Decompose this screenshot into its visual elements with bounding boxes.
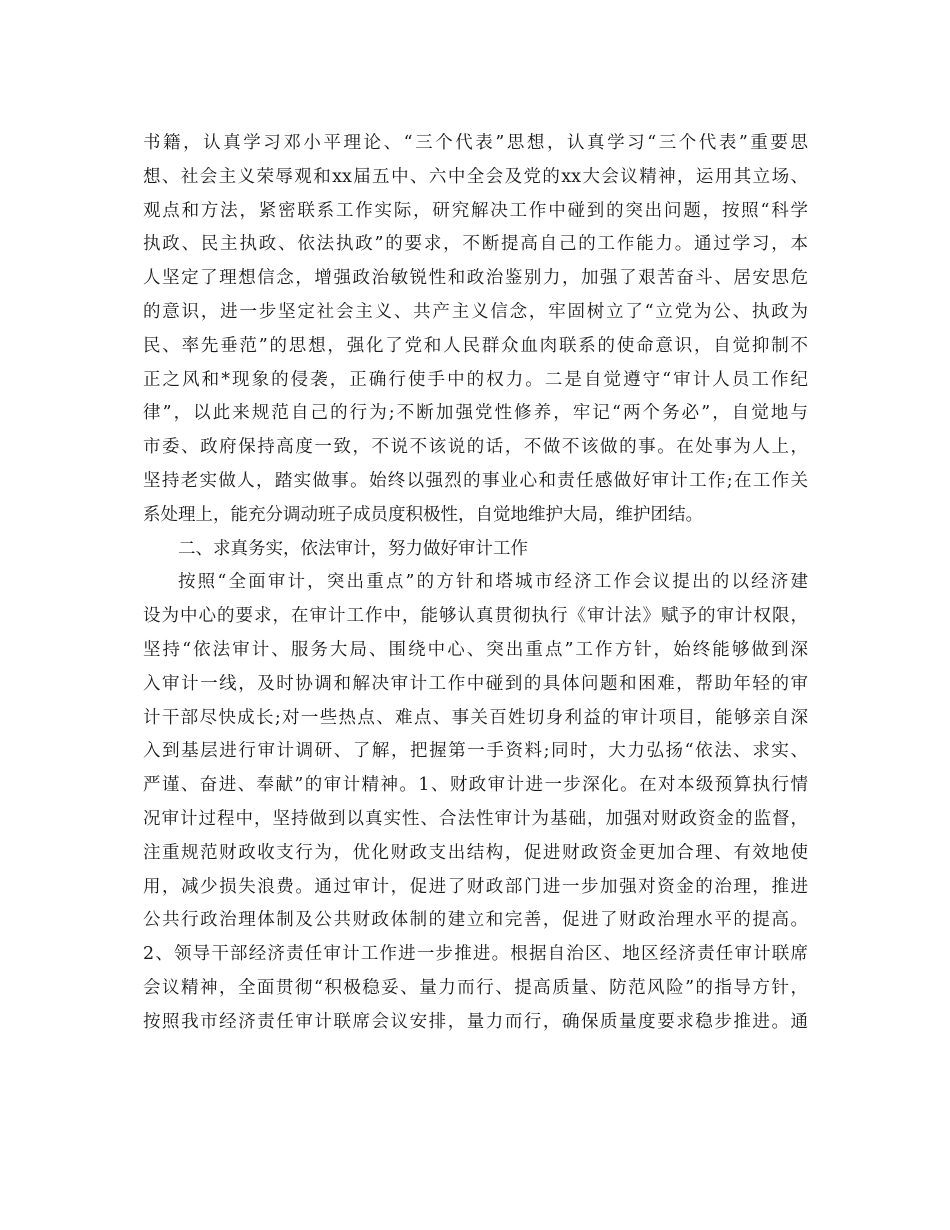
section-heading: 二、求真务实，依法审计，努力做好审计工作 <box>178 538 528 559</box>
text-line: 的意识，进一步坚定社会主义、共产主义信念，牢固树立了“立党为公、执政为 <box>143 301 808 322</box>
text-line: 律”，以此来规范自己的行为;不断加强党性修养，牢记“两个务必”，自觉地与 <box>143 403 808 424</box>
text-line: 公共行政治理体制及公共财政体制的建立和完善，促进了财政治理水平的提高。 <box>143 910 808 931</box>
text-line: 系处理上，能充分调动班子成员度积极性，自觉地维护大局，维护团结。 <box>143 504 703 525</box>
text-line: 用，减少损失浪费。通过审计，促进了财政部门进一步加强对资金的治理，推进 <box>143 876 808 897</box>
text-line: 坚持“依法审计、服务大局、围绕中心、突出重点”工作方针，始终能够做到深 <box>143 639 808 660</box>
text-line: 严谨、奋进、奉献”的审计精神。1、财政审计进一步深化。在对本级预算执行情 <box>143 775 808 796</box>
text-line: 设为中心的要求，在审计工作中，能够认真贯彻执行《审计法》赋予的审计权限， <box>143 606 808 627</box>
text-line: 按照“全面审计，突出重点”的方针和塔城市经济工作会议提出的以经济建 <box>178 572 808 593</box>
text-line: 入到基层进行审计调研、了解，把握第一手资料;同时，大力弘扬“依法、求实、 <box>143 741 808 762</box>
text-line: 注重规范财政收支行为，优化财政支出结构，促进财政资金更加合理、有效地使 <box>143 842 808 863</box>
text-line: 计干部尽快成长;对一些热点、难点、事关百姓切身利益的审计项目，能够亲自深 <box>143 707 808 728</box>
text-line: 执政、民主执政、依法执政”的要求，不断提高自己的工作能力。通过学习，本 <box>143 234 808 255</box>
text-line: 会议精神，全面贯彻“积极稳妥、量力而行、提高质量、防范风险”的指导方针， <box>143 977 808 998</box>
text-line: 正之风和*现象的侵袭，正确行使手中的权力。二是自觉遵守“审计人员工作纪 <box>143 369 808 390</box>
text-line: 人坚定了理想信念，增强政治敏锐性和政治鉴别力，加强了艰苦奋斗、居安思危 <box>143 268 808 289</box>
text-line: 市委、政府保持高度一致，不说不该说的话，不做不该做的事。在处事为人上， <box>143 437 808 458</box>
text-line: 坚持老实做人，踏实做事。始终以强烈的事业心和责任感做好审计工作;在工作关 <box>143 470 808 491</box>
body-text <box>143 127 808 1040</box>
text-line: 按照我市经济责任审计联席会议安排，量力而行，确保质量度要求稳步推进。通 <box>143 1011 808 1032</box>
text-line: 民、率先垂范”的思想，强化了党和人民群众血肉联系的使命意识，自觉抑制不 <box>143 335 808 356</box>
text-line: 2、领导干部经济责任审计工作进一步推进。根据自治区、地区经济责任审计联席 <box>143 944 808 965</box>
text-line: 况审计过程中，坚持做到以真实性、合法性审计为基础，加强对财政资金的监督， <box>143 808 808 829</box>
text-line: 观点和方法，紧密联系工作实际，研究解决工作中碰到的突出问题，按照“科学 <box>143 200 808 221</box>
text-line: 书籍，认真学习邓小平理论、“三个代表”思想，认真学习“三个代表”重要思 <box>143 133 808 153</box>
text-line: 想、社会主义荣辱观和xx届五中、六中全会及党的xx大会议精神，运用其立场、 <box>143 166 808 187</box>
text-line: 入审计一线，及时协调和解决审计工作中碰到的具体问题和困难，帮助年轻的审 <box>143 673 808 694</box>
